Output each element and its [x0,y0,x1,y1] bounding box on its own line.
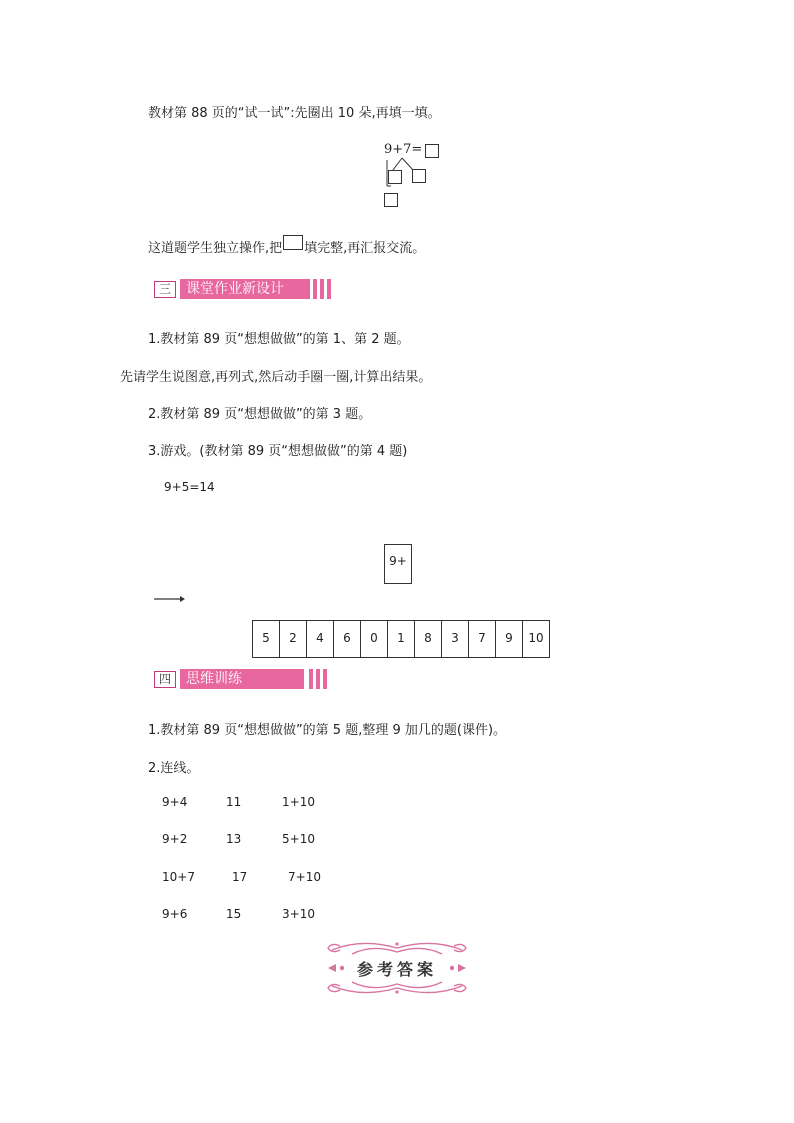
section-3-title: 课堂作业新设计 [186,281,284,297]
game-example: 9+5=14 [164,480,215,494]
number-cards [252,620,550,658]
number-card: 2 [280,621,307,657]
split-box-left [388,170,402,184]
section-3-note: 先请学生说图意,再列式,然后动手圈一圈,计算出结果。 [120,370,432,385]
banner-stripe [320,279,324,299]
match-left: 10+7 [162,870,195,884]
number-card: 7 [469,621,496,657]
match-left: 9+2 [162,832,188,846]
number-card: 10 [528,631,544,645]
section-3-item-3: 3.游戏。(教材第 89 页“想想做做”的第 4 题) [148,444,408,459]
match-right: 3+10 [282,907,315,921]
banner-stripe [323,669,327,689]
match-middle: 11 [226,795,242,809]
section-4-item-1: 1.教材第 89 页“想想做做”的第 5 题,整理 9 加几的题(课件)。 [148,723,507,738]
match-right: 1+10 [282,795,315,809]
number-card: 1 [388,621,415,657]
match-middle: 13 [226,832,242,846]
match-right: 7+10 [288,870,321,884]
section-3-number: 三 [154,281,176,298]
intro-instruction: 教材第 88 页的“试一试”:先圈出 10 朵,再填一填。 [148,106,441,121]
arrow-icon [154,594,186,604]
banner-stripe [316,669,320,689]
operation-note [148,235,425,256]
number-card: 6 [334,621,361,657]
operation-note-part2: 填完整,再汇报交流。 [304,241,426,256]
section-4-banner [150,669,340,689]
split-box-right [412,169,426,183]
match-right: 5+10 [282,832,315,846]
match-middle: 17 [232,870,248,884]
equation-text: 9+7= [384,142,423,157]
section-3-bar [180,279,310,299]
banner-stripe [327,279,331,299]
banner-stripe [309,669,313,689]
section-3-item-1: 1.教材第 89 页“想想做做”的第 1、第 2 题。 [148,332,410,347]
number-card: 4 [307,621,334,657]
operation-note-part1: 这道题学生独立操作,把 [148,241,283,256]
section-3-banner [150,279,340,299]
section-4-item-2: 2.连线。 [148,761,200,776]
match-left: 9+4 [162,795,188,809]
answer-banner-title: 参考答案 [356,960,437,979]
number-card: 5 [253,621,280,657]
number-card: 9 [496,621,523,657]
number-card: 0 [361,621,388,657]
section-4-number: 四 [154,671,176,688]
section-4-title: 思维训练 [186,671,242,687]
banner-stripe [313,279,317,299]
answer-banner [322,936,472,1000]
number-card: 8 [415,621,442,657]
section-4-bar [180,669,304,689]
inline-box [283,235,303,250]
section-3-item-2: 2.教材第 89 页“想想做做”的第 3 题。 [148,407,372,422]
match-left: 9+6 [162,907,188,921]
result-box [384,193,398,207]
game-prompt-card: 9+ [384,544,412,584]
number-card: 3 [442,621,469,657]
match-middle: 15 [226,907,242,921]
